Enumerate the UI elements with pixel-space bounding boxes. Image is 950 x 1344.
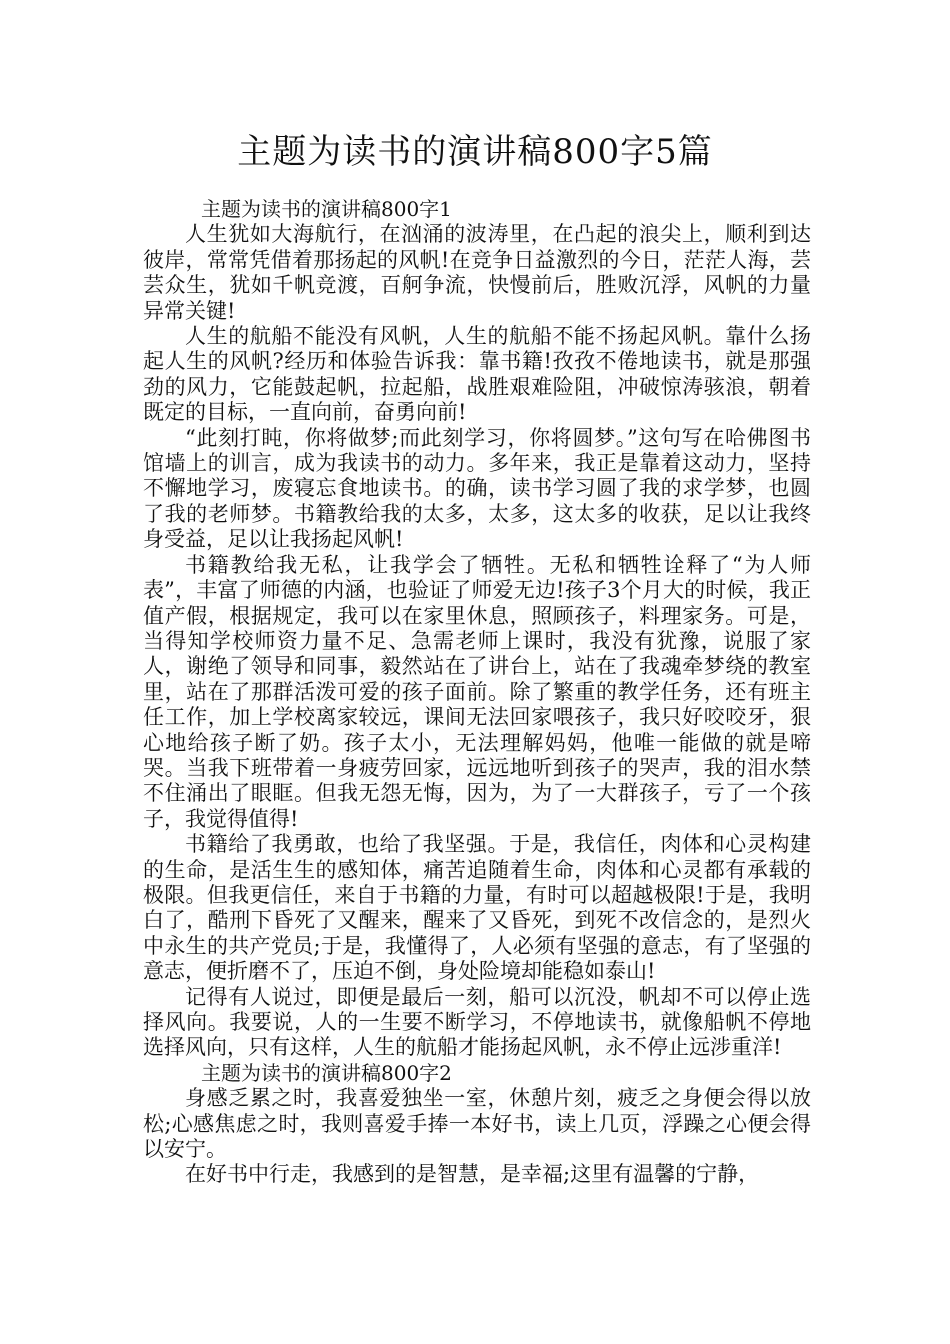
document-body — [143, 197, 811, 1188]
paragraph: “此刻打盹，你将做梦;而此刻学习，你将圆梦。”这句写在哈佛图书馆墙上的训言，成为我读书的动力。多年来，我正是靠着这动力，坚持不懈地学习，废寝忘食地读书。的确，读书学习圆了我的求学梦，也圆了我的老师梦。书籍教给我的太多，太多，这太多的收获，足以让我终身受益，足以让我扬起风帆! — [143, 425, 811, 552]
paragraph: 身感乏累之时，我喜爱独坐一室，休憩片刻，疲乏之身便会得以放松;心感焦虑之时，我则喜爱手捧一本好书，读上几页，浮躁之心便会得以安宁。 — [143, 1086, 811, 1162]
paragraph: 记得有人说过，即便是最后一刻，船可以沉没，帆却不可以停止选择风向。我要说，人的一生要不断学习，不停地读书，就像船帆不停地选择风向，只有这样，人生的航船才能扬起风帆，永不停止远涉重洋! — [143, 984, 811, 1060]
paragraph: 书籍教给我无私，让我学会了牺牲。无私和牺牲诠释了“为人师表”，丰富了师德的内涵，也验证了师爱无边!孩子3个月大的时候，我正值产假，根据规定，我可以在家里休息，照顾孩子，料理家务。可是，当得知学校师资力量不足、急需老师上课时，我没有犹豫，说服了家人，谢绝了领导和同事，毅然站在了讲台上，站在了我魂牵梦绕的教室里，站在了那群活泼可爱的孩子面前。除了繁重的教学任务，还有班主任工作，加上学校离家较远，课间无法回家喂孩子，我只好咬咬牙，狠心地给孩子断了奶。孩子太小，无法理解妈妈，他唯一能做的就是啼哭。当我下班带着一身疲劳回家，远远地听到孩子的哭声，我的泪水禁不住涌出了眼眶。但我无怨无悔，因为，为了一大群孩子，亏了一个孩子，我觉得值得! — [143, 552, 811, 831]
document-title: 主题为读书的演讲稿800字5篇 — [237, 132, 713, 172]
section-heading: 主题为读书的演讲稿800字1 — [201, 197, 452, 221]
paragraph: 人生的航船不能没有风帆，人生的航船不能不扬起风帆。靠什么扬起人生的风帆?经历和体验告诉我：靠书籍!孜孜不倦地读书，就是那强劲的风力，它能鼓起帆，拉起船，战胜艰难险阻，冲破惊涛骇浪，朝着既定的目标，一直向前，奋勇向前! — [143, 324, 811, 425]
paragraph: 书籍给了我勇敢，也给了我坚强。于是，我信任，肉体和心灵构建的生命，是活生生的感知体，痛苦追随着生命，肉体和心灵都有承载的极限。但我更信任，来自于书籍的力量，有时可以超越极限!于是，我明白了，酷刑下昏死了又醒来，醒来了又昏死，到死不改信念的，是烈火中永生的共产党员;于是，我懂得了，人必须有坚强的意志，有了坚强的意志，便折磨不了，压迫不倒，身处险境却能稳如泰山! — [143, 832, 811, 984]
paragraph: 在好书中行走，我感到的是智慧，是幸福;这里有温馨的宁静， — [185, 1162, 760, 1187]
paragraph: 人生犹如大海航行，在汹涌的波涛里，在凸起的浪尖上，顺利到达彼岸，常常凭借着那扬起的风帆!在竞争日益激烈的今日，茫茫人海，芸芸众生，犹如千帆竞渡，百舸争流，快慢前后，胜败沉浮，风帆的力量异常关键! — [143, 222, 811, 323]
section-heading: 主题为读书的演讲稿800字2 — [201, 1060, 452, 1085]
